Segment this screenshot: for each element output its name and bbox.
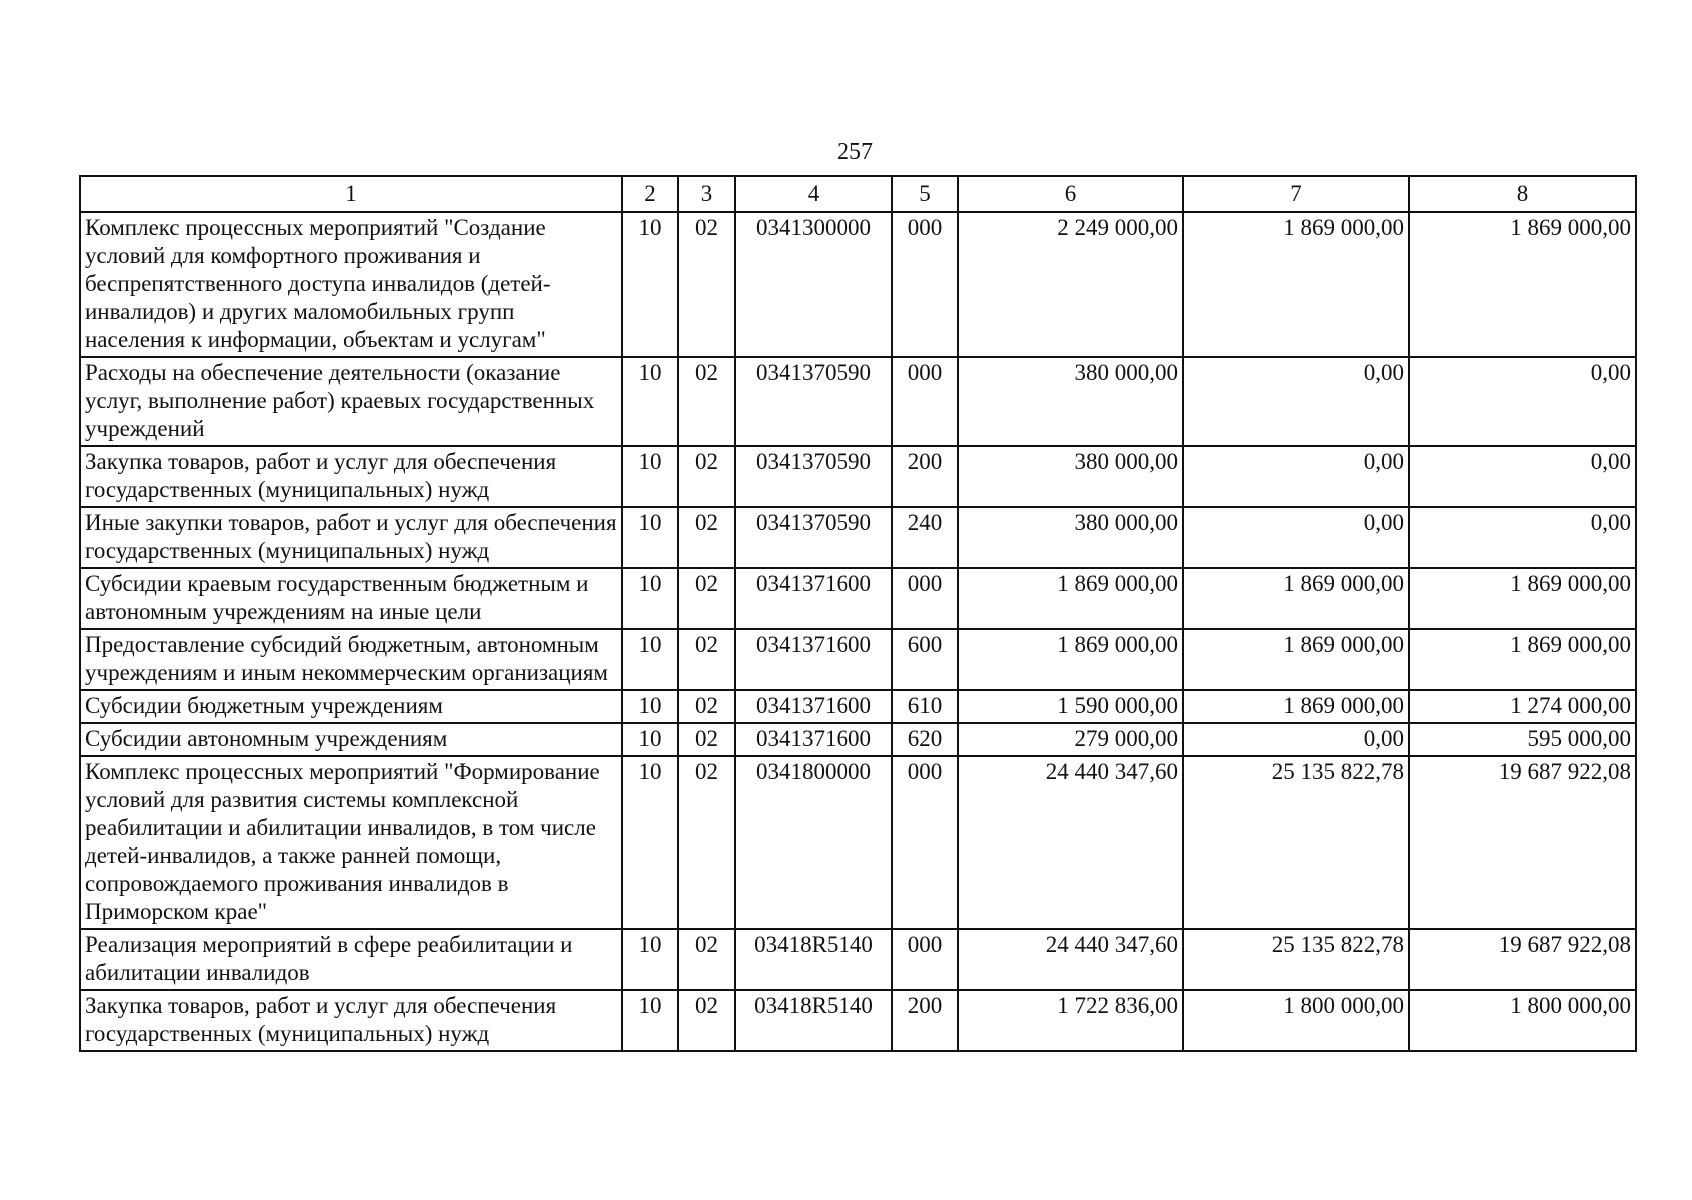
column-header: 3 <box>678 176 735 212</box>
section-code: 10 <box>622 990 678 1051</box>
target-article-code: 0341300000 <box>735 212 892 357</box>
row-name: Комплекс процессных мероприятий "Формирование условий для развития системы комплексной реабилитации и абилитации инвалидов, в том числе детей-инвалидов, а также ранней помощи, сопровождаемого проживания инвалидов в Приморском крае" <box>80 756 622 929</box>
table-row <box>80 929 1636 990</box>
target-article-code: 0341371600 <box>735 723 892 756</box>
table-row <box>80 990 1636 1051</box>
column-header: 5 <box>892 176 958 212</box>
table-header-row <box>80 176 1636 212</box>
amount-col7: 25 135 822,78 <box>1183 756 1409 929</box>
expense-type-code: 000 <box>892 357 958 446</box>
target-article-code: 03418R5140 <box>735 929 892 990</box>
table-row <box>80 212 1636 357</box>
amount-col8: 1 800 000,00 <box>1409 990 1636 1051</box>
amount-col7: 0,00 <box>1183 507 1409 568</box>
amount-col7: 1 869 000,00 <box>1183 568 1409 629</box>
section-code: 10 <box>622 756 678 929</box>
amount-col6: 380 000,00 <box>958 446 1183 507</box>
row-name: Субсидии краевым государственным бюджетным и автономным учреждениям на иные цели <box>80 568 622 629</box>
column-header: 8 <box>1409 176 1636 212</box>
expense-type-code: 000 <box>892 568 958 629</box>
table-row <box>80 568 1636 629</box>
section-code: 10 <box>622 690 678 723</box>
amount-col8: 19 687 922,08 <box>1409 929 1636 990</box>
amount-col7: 1 869 000,00 <box>1183 690 1409 723</box>
row-name: Иные закупки товаров, работ и услуг для обеспечения государственных (муниципальных) нужд <box>80 507 622 568</box>
expense-type-code: 000 <box>892 212 958 357</box>
amount-col6: 2 249 000,00 <box>958 212 1183 357</box>
expense-type-code: 000 <box>892 756 958 929</box>
amount-col8: 0,00 <box>1409 357 1636 446</box>
amount-col6: 24 440 347,60 <box>958 756 1183 929</box>
amount-col6: 1 590 000,00 <box>958 690 1183 723</box>
target-article-code: 0341370590 <box>735 446 892 507</box>
target-article-code: 0341370590 <box>735 357 892 446</box>
amount-col8: 0,00 <box>1409 507 1636 568</box>
amount-col7: 0,00 <box>1183 723 1409 756</box>
table-row <box>80 690 1636 723</box>
amount-col8: 1 869 000,00 <box>1409 568 1636 629</box>
table-row <box>80 723 1636 756</box>
target-article-code: 0341371600 <box>735 568 892 629</box>
amount-col6: 380 000,00 <box>958 507 1183 568</box>
target-article-code: 0341370590 <box>735 507 892 568</box>
table-row <box>80 446 1636 507</box>
subsection-code: 02 <box>678 929 735 990</box>
column-header: 1 <box>80 176 622 212</box>
amount-col8: 19 687 922,08 <box>1409 756 1636 929</box>
section-code: 10 <box>622 357 678 446</box>
expense-type-code: 610 <box>892 690 958 723</box>
expense-type-code: 620 <box>892 723 958 756</box>
subsection-code: 02 <box>678 756 735 929</box>
amount-col8: 1 869 000,00 <box>1409 212 1636 357</box>
section-code: 10 <box>622 568 678 629</box>
amount-col7: 25 135 822,78 <box>1183 929 1409 990</box>
amount-col8: 1 869 000,00 <box>1409 629 1636 690</box>
subsection-code: 02 <box>678 507 735 568</box>
amount-col8: 1 274 000,00 <box>1409 690 1636 723</box>
amount-col7: 1 869 000,00 <box>1183 212 1409 357</box>
amount-col6: 1 869 000,00 <box>958 568 1183 629</box>
subsection-code: 02 <box>678 568 735 629</box>
amount-col7: 0,00 <box>1183 446 1409 507</box>
amount-col6: 1 722 836,00 <box>958 990 1183 1051</box>
table-row <box>80 629 1636 690</box>
page-number: 257 <box>837 139 873 165</box>
subsection-code: 02 <box>678 723 735 756</box>
target-article-code: 0341800000 <box>735 756 892 929</box>
budget-table <box>79 175 1637 1052</box>
expense-type-code: 240 <box>892 507 958 568</box>
table-row <box>80 756 1636 929</box>
column-header: 4 <box>735 176 892 212</box>
target-article-code: 0341371600 <box>735 629 892 690</box>
subsection-code: 02 <box>678 212 735 357</box>
amount-col6: 1 869 000,00 <box>958 629 1183 690</box>
section-code: 10 <box>622 929 678 990</box>
table-row <box>80 507 1636 568</box>
row-name: Предоставление субсидий бюджетным, автономным учреждениям и иным некоммерческим организациям <box>80 629 622 690</box>
subsection-code: 02 <box>678 690 735 723</box>
target-article-code: 03418R5140 <box>735 990 892 1051</box>
section-code: 10 <box>622 507 678 568</box>
section-code: 10 <box>622 212 678 357</box>
amount-col7: 1 800 000,00 <box>1183 990 1409 1051</box>
table-row <box>80 357 1636 446</box>
row-name: Закупка товаров, работ и услуг для обеспечения государственных (муниципальных) нужд <box>80 446 622 507</box>
expense-type-code: 000 <box>892 929 958 990</box>
amount-col7: 0,00 <box>1183 357 1409 446</box>
expense-type-code: 200 <box>892 446 958 507</box>
amount-col6: 24 440 347,60 <box>958 929 1183 990</box>
section-code: 10 <box>622 446 678 507</box>
subsection-code: 02 <box>678 629 735 690</box>
column-header: 6 <box>958 176 1183 212</box>
section-code: 10 <box>622 629 678 690</box>
row-name: Расходы на обеспечение деятельности (оказание услуг, выполнение работ) краевых государственных учреждений <box>80 357 622 446</box>
row-name: Закупка товаров, работ и услуг для обеспечения государственных (муниципальных) нужд <box>80 990 622 1051</box>
subsection-code: 02 <box>678 990 735 1051</box>
target-article-code: 0341371600 <box>735 690 892 723</box>
row-name: Субсидии автономным учреждениям <box>80 723 622 756</box>
expense-type-code: 200 <box>892 990 958 1051</box>
row-name: Реализация мероприятий в сфере реабилитации и абилитации инвалидов <box>80 929 622 990</box>
subsection-code: 02 <box>678 446 735 507</box>
section-code: 10 <box>622 723 678 756</box>
expense-type-code: 600 <box>892 629 958 690</box>
amount-col8: 0,00 <box>1409 446 1636 507</box>
subsection-code: 02 <box>678 357 735 446</box>
column-header: 7 <box>1183 176 1409 212</box>
amount-col6: 279 000,00 <box>958 723 1183 756</box>
amount-col6: 380 000,00 <box>958 357 1183 446</box>
amount-col8: 595 000,00 <box>1409 723 1636 756</box>
row-name: Субсидии бюджетным учреждениям <box>80 690 622 723</box>
amount-col7: 1 869 000,00 <box>1183 629 1409 690</box>
row-name: Комплекс процессных мероприятий "Создание условий для комфортного проживания и беспрепятственного доступа инвалидов (детей-инвалидов) и других маломобильных групп населения к информации, объектам и услугам" <box>80 212 622 357</box>
column-header: 2 <box>622 176 678 212</box>
